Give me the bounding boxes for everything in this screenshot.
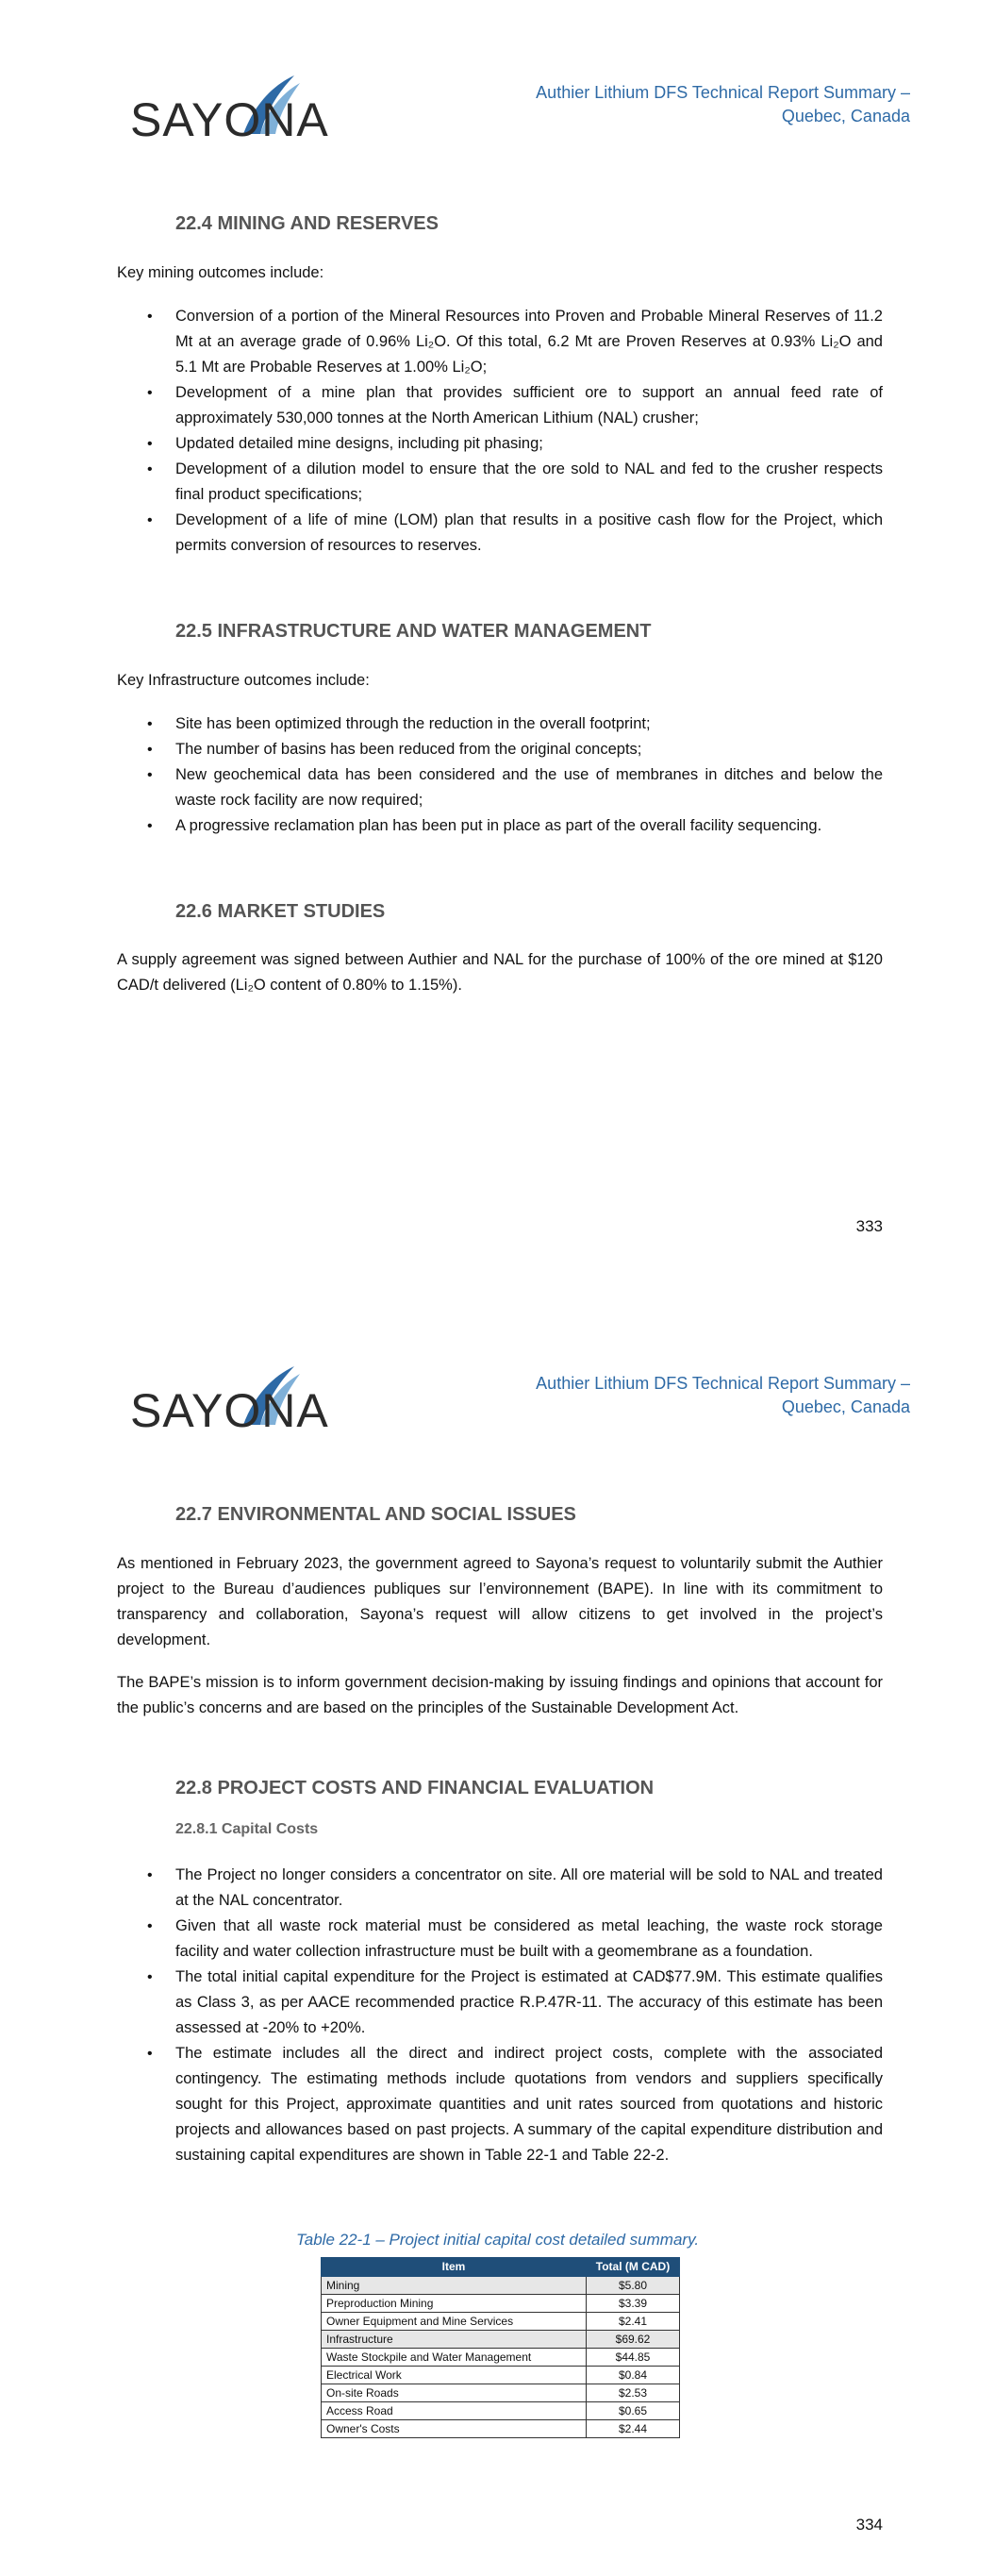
section-22-7-paragraph-1: As mentioned in February 2023, the government agreed to Sayona’s request to voluntarily submit the Authier project to the Bureau d’audiences publiques sur l’environnement (BAPE). In line with its commitment to transparency and collaboration, Sayona’s request will allow citizens to get involved in the project’s development. [117,1555,883,1648]
report-title [476,1372,910,1419]
page-gap [0,1293,995,1312]
list-item: • Development of a life of mine (LOM) plan that results in a positive cash flow for the Project, which permits conversion of resources to reserves. [117,508,883,559]
cell-total: $69.62 [587,2331,680,2349]
document-page-334 [0,1312,995,2576]
section-22-4-bullet-list [117,304,883,559]
column-header-total: Total (M CAD) [587,2258,680,2277]
section-22-4-heading: 22.4 MINING AND RESERVES [175,213,439,234]
cell-item: Waste Stockpile and Water Management [322,2349,587,2367]
table-row [322,2367,680,2384]
list-item: • The estimate includes all the direct and indirect project costs, complete with the associated contingency. The estimating methods include quotations from vendors and suppliers specifically sought for this Project, approximate quantities and unit rates sourced from quotations and historic projects and allowances based on past projects. A summary of the capital expenditure distribution and sustaining capital expenditures are shown in Table 22-1 and Table 22-2. [117,2041,883,2168]
report-title-line2: Quebec, Canada [781,107,910,125]
table-row [322,2331,680,2349]
report-title-line2: Quebec, Canada [781,1397,910,1416]
cell-item: Access Road [322,2402,587,2420]
table-row [322,2295,680,2313]
table-row [322,2384,680,2402]
cell-total: $44.85 [587,2349,680,2367]
cell-item: Mining [322,2277,587,2295]
sayona-logo [130,1366,329,1442]
sayona-logo [130,75,329,151]
cell-total: $2.44 [587,2420,680,2438]
cell-item: Infrastructure [322,2331,587,2349]
list-item: • Site has been optimized through the reduction in the overall footprint; [117,711,883,737]
list-item: • Development of a dilution model to ensure that the ore sold to NAL and fed to the crusher respects final product specifications; [117,457,883,508]
section-22-8-1-subheading: 22.8.1 Capital Costs [175,1821,319,1837]
cell-total: $0.84 [587,2367,680,2384]
list-item: • The total initial capital expenditure for the Project is estimated at CAD$77.9M. This estimate qualifies as Class 3, as per AACE recommended practice R.P.47R-11. The accuracy of this estimate has been assessed at -20% to +20%. [117,1965,883,2041]
page-number: 333 [855,1217,883,1235]
table-row [322,2402,680,2420]
table-row [322,2349,680,2367]
list-item: • Development of a mine plan that provides sufficient ore to support an annual feed rate of approximately 530,000 tonnes at the North American Lithium (NAL) crusher; [117,380,883,431]
table-row [322,2420,680,2438]
table-header-row [322,2258,680,2277]
cell-total: $2.53 [587,2384,680,2402]
report-title [476,81,910,128]
list-item: • Conversion of a portion of the Mineral Resources into Proven and Probable Mineral Reserves of 11.2 Mt at an average grade of 0.96% Li₂O. Of this total, 6.2 Mt are Proven Reserves at 0.93% Li₂O and 5.1 Mt are Probable Reserves at 1.00% Li₂O; [117,304,883,380]
report-title-line1: Authier Lithium DFS Technical Report Summary – [536,83,910,102]
section-22-7-heading: 22.7 ENVIRONMENTAL AND SOCIAL ISSUES [175,1504,576,1525]
cell-total: $0.65 [587,2402,680,2420]
capital-cost-table [321,2257,680,2438]
logo-text: SAYONA [130,93,329,146]
cell-total: $5.80 [587,2277,680,2295]
list-item: • A progressive reclamation plan has been put in place as part of the overall facility sequencing. [117,813,883,839]
table-row [322,2277,680,2295]
cell-item: Electrical Work [322,2367,587,2384]
cell-total: $2.41 [587,2313,680,2331]
cell-item: On-site Roads [322,2384,587,2402]
report-title-line1: Authier Lithium DFS Technical Report Summary – [536,1374,910,1393]
list-item: • The Project no longer considers a concentrator on site. All ore material will be sold to NAL and treated at the NAL concentrator. [117,1863,883,1914]
section-22-5-bullet-list [117,711,883,839]
list-item: • Given that all waste rock material must be considered as metal leaching, the waste rock storage facility and water collection infrastructure must be built with a geomembrane as a foundation. [117,1914,883,1965]
cell-item: Preproduction Mining [322,2295,587,2313]
cell-item: Owner Equipment and Mine Services [322,2313,587,2331]
section-22-6-heading: 22.6 MARKET STUDIES [175,901,386,922]
section-22-5-heading: 22.5 INFRASTRUCTURE AND WATER MANAGEMENT [175,621,652,642]
section-22-6-text: A supply agreement was signed between Authier and NAL for the purchase of 100% of the ore mined at $120 CAD/t delivered (Li₂O content of 0.80% to 1.15%). [117,951,883,994]
section-22-8-1-bullet-list [117,1863,883,2168]
table-row [322,2313,680,2331]
list-item: • New geochemical data has been considered and the use of membranes in ditches and below the waste rock facility are now required; [117,762,883,813]
list-item: • Updated detailed mine designs, including pit phasing; [117,431,883,457]
column-header-item: Item [322,2258,587,2277]
cell-total: $3.39 [587,2295,680,2313]
section-22-5-intro: Key Infrastructure outcomes include: [117,672,370,689]
cell-item: Owner's Costs [322,2420,587,2438]
page-number: 334 [855,2516,883,2534]
list-item: • The number of basins has been reduced from the original concepts; [117,737,883,762]
table-caption: Table 22-1 – Project initial capital cost detailed summary. [295,2231,700,2249]
logo-text: SAYONA [130,1384,329,1437]
section-22-4-intro: Key mining outcomes include: [117,264,324,281]
section-22-8-heading: 22.8 PROJECT COSTS AND FINANCIAL EVALUATION [175,1778,655,1798]
section-22-7-paragraph-2: The BAPE’s mission is to inform government decision-making by issuing findings and opinions that account for the public’s concerns and are based on the principles of the Sustainable Development Act. [117,1674,883,1716]
